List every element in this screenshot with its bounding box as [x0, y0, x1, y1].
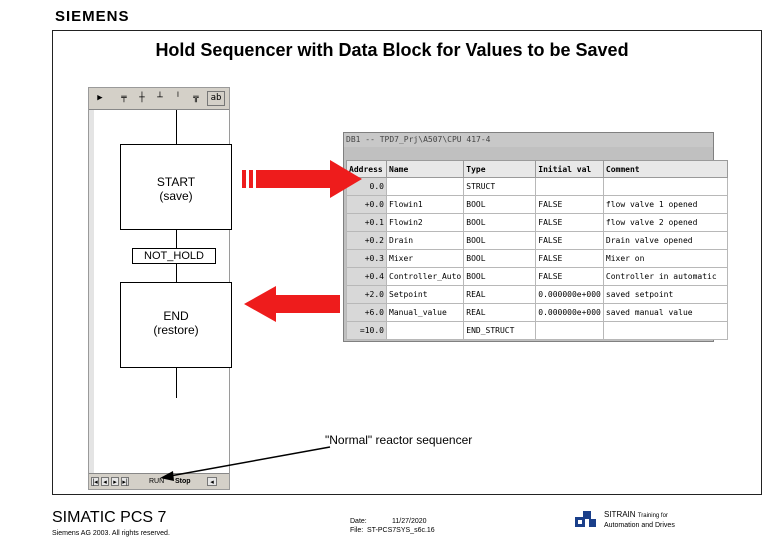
cell-initial-value[interactable]: FALSE: [536, 232, 604, 250]
cell-address: +0.4: [347, 268, 387, 286]
cell-address: +0.0: [347, 196, 387, 214]
cell-initial-value[interactable]: FALSE: [536, 250, 604, 268]
cell-address: +0.3: [347, 250, 387, 268]
tab-run[interactable]: RUN: [149, 478, 165, 485]
cell-address: +0.1: [347, 214, 387, 232]
training-for: Training for: [637, 513, 668, 519]
cell-address: =10.0: [347, 322, 387, 340]
prev-tab-icon[interactable]: ◂: [101, 477, 109, 486]
automation-drives: Automation and Drives: [604, 522, 675, 529]
transition-icon[interactable]: ┼: [139, 93, 145, 103]
cell-name[interactable]: Flowin1: [387, 196, 464, 214]
product-name: SIMATIC PCS 7: [52, 509, 167, 526]
db-window-title: DB1 -- TPD7_Prj\A507\CPU 417-4: [344, 133, 713, 147]
cell-initial-value[interactable]: 0.000000e+000: [536, 304, 604, 322]
column-header-type[interactable]: Type: [464, 161, 536, 178]
cell-type[interactable]: BOOL: [464, 214, 536, 232]
cell-type[interactable]: BOOL: [464, 268, 536, 286]
pointer-icon[interactable]: ▶: [97, 93, 103, 103]
branch-icon[interactable]: ┴: [157, 93, 163, 103]
step-icon[interactable]: ╤: [121, 93, 127, 103]
cell-type[interactable]: REAL: [464, 304, 536, 322]
sitrain-brand: SITRAIN: [604, 510, 636, 519]
cell-name[interactable]: Mixer: [387, 250, 464, 268]
tab-stop[interactable]: Stop: [175, 478, 191, 485]
cell-address: 0.0: [347, 178, 387, 196]
next-tab-icon[interactable]: ▸: [111, 477, 119, 486]
cell-type[interactable]: BOOL: [464, 232, 536, 250]
cell-address: +2.0: [347, 286, 387, 304]
cell-initial-value[interactable]: 0.000000e+000: [536, 286, 604, 304]
column-header-initial-value[interactable]: Initial val: [536, 161, 604, 178]
cell-name[interactable]: Controller_Auto: [387, 268, 464, 286]
cell-comment[interactable]: flow valve 2 opened: [603, 214, 727, 232]
column-header-name[interactable]: Name: [387, 161, 464, 178]
cell-name[interactable]: Manual_value: [387, 304, 464, 322]
tab-scroll-icon[interactable]: ◂: [207, 477, 217, 486]
restore-arrow-icon: [244, 286, 340, 322]
step-end-label: END: [163, 309, 189, 323]
column-header-address[interactable]: Address: [347, 161, 387, 178]
sitrain-line: [604, 510, 668, 519]
cell-comment[interactable]: Controller in automatic: [603, 268, 727, 286]
copyright-text: Siemens AG 2003. All rights reserved.: [52, 530, 170, 537]
file-label: File:: [350, 527, 364, 534]
slide-title: Hold Sequencer with Data Block for Values to be Saved: [155, 40, 629, 60]
date-label: Date:: [350, 518, 367, 525]
last-tab-icon[interactable]: ▸|: [122, 479, 128, 486]
sequencer-caption: "Normal" reactor sequencer: [325, 433, 473, 447]
sitrain-logo-icon: [574, 509, 598, 531]
cell-comment[interactable]: Drain valve opened: [603, 232, 727, 250]
cell-comment[interactable]: Mixer on: [603, 250, 727, 268]
cell-type[interactable]: BOOL: [464, 196, 536, 214]
cell-initial-value[interactable]: FALSE: [536, 196, 604, 214]
cell-name[interactable]: Flowin2: [387, 214, 464, 232]
transition-not-hold[interactable]: NOT_HOLD: [132, 248, 216, 264]
cell-comment[interactable]: saved manual value: [603, 304, 727, 322]
cell-name[interactable]: Setpoint: [387, 286, 464, 304]
cell-type[interactable]: END_STRUCT: [464, 322, 536, 340]
cell-address: +6.0: [347, 304, 387, 322]
cell-initial-value[interactable]: FALSE: [536, 268, 604, 286]
cell-type[interactable]: BOOL: [464, 250, 536, 268]
cell-address: +0.2: [347, 232, 387, 250]
first-tab-icon[interactable]: |◂: [92, 479, 98, 486]
siemens-logo: SIEMENS: [55, 8, 130, 25]
cell-name[interactable]: Drain: [387, 232, 464, 250]
text-ab-icon[interactable]: ab: [207, 91, 225, 106]
cell-comment[interactable]: saved setpoint: [603, 286, 727, 304]
step-start-sublabel: (save): [159, 189, 193, 203]
column-header-comment[interactable]: Comment: [603, 161, 727, 178]
file-value: ST-PCS7SYS_s6c.16: [367, 527, 435, 534]
step-start-label: START: [156, 175, 196, 189]
cell-type[interactable]: STRUCT: [464, 178, 536, 196]
cell-type[interactable]: REAL: [464, 286, 536, 304]
pointer-arrow-icon: [160, 447, 330, 481]
insert-icon[interactable]: ╦: [193, 93, 199, 103]
step-end-sublabel: (restore): [153, 323, 199, 337]
save-arrow-icon: [242, 160, 362, 198]
cell-comment[interactable]: flow valve 1 opened: [603, 196, 727, 214]
date-value: 11/27/2020: [392, 518, 427, 525]
jump-icon[interactable]: ╵: [175, 93, 181, 103]
cell-initial-value[interactable]: FALSE: [536, 214, 604, 232]
